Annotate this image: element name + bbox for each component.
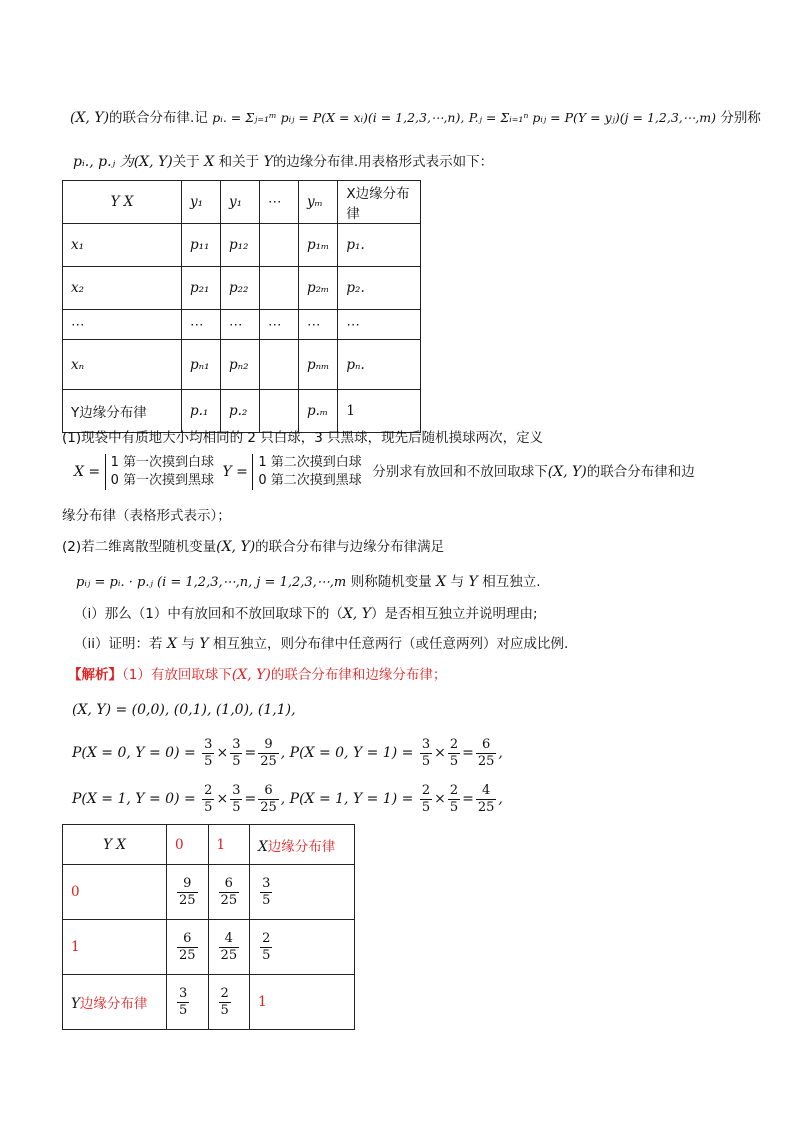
question-text: （i）那么（1）中有放回和不放回取球下的（	[74, 606, 343, 622]
table-cell: ⋯	[299, 310, 338, 340]
joint-distribution-table-with-replacement	[62, 824, 355, 1030]
table-cell: 1	[250, 975, 355, 1030]
table-cell	[260, 267, 299, 310]
table-header-cell: y₁	[221, 181, 260, 224]
denominator: 5	[204, 753, 213, 769]
question-text: 则称随机变量	[350, 574, 432, 590]
solution-text: （1）有放回取球下	[122, 667, 232, 683]
table-cell: 1	[63, 920, 167, 975]
table-cell: x₁	[63, 224, 182, 267]
fraction	[448, 737, 460, 770]
table-header-row	[63, 825, 355, 865]
table-header-cell: X边缘分布律	[338, 181, 421, 224]
table-row	[63, 267, 421, 310]
intro-line-1	[70, 108, 761, 128]
table-row	[63, 390, 421, 433]
joint-distribution-table	[62, 180, 421, 433]
numerator: 2	[449, 736, 459, 752]
equals-sign: =	[244, 745, 257, 761]
numerator: 9	[258, 737, 279, 754]
comma: ,	[498, 745, 503, 761]
table-row	[63, 865, 355, 920]
table-cell: p₂₂	[221, 267, 260, 310]
table-cell: Y边缘分布律	[63, 390, 182, 433]
table-row	[63, 224, 421, 267]
table-cell: x₂	[63, 267, 182, 310]
prob-lhs: P(X = 1, Y = 0) =	[72, 791, 196, 807]
table-cell	[250, 920, 355, 975]
intro-text: 和关于	[218, 154, 260, 170]
question-2-part-i	[74, 604, 538, 624]
pair-xy: X, Y	[342, 606, 371, 622]
table-header-cell	[250, 825, 355, 865]
table-cell: ⋯	[260, 310, 299, 340]
table-cell	[167, 865, 209, 920]
formula-p-row-marginal: pᵢ. = Σⱼ₌₁ᵐ pᵢⱼ = P(X = xᵢ)(i = 1,2,3,⋯,n),	[212, 110, 465, 125]
solution-heading	[68, 665, 446, 685]
var-x: X	[166, 636, 177, 652]
var-x: X	[436, 574, 447, 590]
table-cell: ⋯	[221, 310, 260, 340]
fraction	[219, 931, 240, 964]
intro-text: 的联合分布律.记	[109, 110, 208, 126]
table-header-cell: ⋯	[260, 181, 299, 224]
question-2-line-2	[76, 572, 541, 593]
denominator: 5	[449, 799, 459, 815]
table-row	[63, 310, 421, 340]
times-sign: ×	[434, 791, 446, 807]
fraction	[177, 876, 198, 909]
table-cell: 0	[63, 865, 167, 920]
x-case-1: 1 第一次摸到白球	[110, 455, 215, 470]
table-cell: ⋯	[63, 310, 182, 340]
numerator: 6	[219, 876, 240, 893]
table-cell: p₂.	[338, 267, 421, 310]
table-cell	[208, 920, 250, 975]
table-cell: ⋯	[182, 310, 221, 340]
question-text: 与	[181, 636, 195, 652]
question-1-line-2	[74, 454, 695, 490]
table-cell	[260, 224, 299, 267]
fraction	[258, 737, 279, 770]
fraction	[476, 783, 497, 816]
numerator: 4	[219, 931, 240, 948]
table-cell: p₁ₘ	[299, 224, 338, 267]
numerator: 4	[476, 783, 497, 800]
denominator: 5	[232, 753, 241, 769]
table-header-cell: 1	[208, 825, 250, 865]
denominator: 25	[220, 892, 238, 908]
fraction	[230, 737, 242, 770]
numerator: 3	[232, 782, 241, 798]
solution-values: (X, Y) = (0,0), (0,1), (1,0), (1,1),	[72, 702, 296, 718]
numerator: 3	[262, 875, 271, 891]
x-definition-label: X =	[74, 464, 101, 480]
intro-line-2	[73, 152, 493, 172]
table-cell: xₙ	[63, 340, 182, 390]
table-row	[63, 920, 355, 975]
marginal-symbols: pᵢ., p.ⱼ 为	[73, 154, 134, 170]
pair-xy: (X, Y)	[70, 110, 110, 126]
numerator: 9	[177, 876, 198, 893]
fraction	[202, 783, 214, 816]
numerator: 3	[421, 736, 431, 752]
independence-formula: pᵢⱼ = pᵢ. · p.ⱼ (i = 1,2,3,⋯,n, j = 1,2,3,⋯,m	[76, 575, 347, 590]
marginal-label: 边缘分布律	[79, 996, 148, 1012]
fraction	[219, 986, 231, 1019]
intro-text: 关于	[172, 154, 200, 170]
table-cell: p.ₘ	[299, 390, 338, 433]
denominator: 25	[477, 799, 495, 815]
question-text: 分别求有放回和不放回取球下	[372, 464, 548, 480]
denominator: 5	[204, 799, 213, 815]
table-cell: p₁₂	[221, 224, 260, 267]
x-case-2: 0 第一次摸到黑球	[110, 473, 215, 488]
table-header-row	[63, 181, 421, 224]
pair-xy: (X, Y)	[547, 464, 587, 480]
denominator: 25	[260, 799, 277, 815]
numerator: 6	[258, 783, 279, 800]
fraction	[202, 737, 214, 770]
table-cell: pₙₘ	[299, 340, 338, 390]
times-sign: ×	[434, 745, 446, 761]
var-y: Y	[263, 154, 273, 170]
table-cell: p₁₁	[182, 224, 221, 267]
denominator: 5	[220, 1002, 229, 1018]
prob-lhs: , P(X = 1, Y = 1) =	[280, 791, 414, 807]
question-text: 的联合分布律与边缘分布律满足	[255, 539, 445, 555]
table-cell: p.₂	[221, 390, 260, 433]
fraction	[230, 783, 242, 816]
table-cell	[250, 865, 355, 920]
table-header-cell: y₁	[182, 181, 221, 224]
denominator: 5	[421, 799, 431, 815]
numerator: 3	[204, 736, 213, 752]
table-cell: p₂₁	[182, 267, 221, 310]
table-cell	[63, 975, 167, 1030]
table-cell	[208, 975, 250, 1030]
var-y: Y	[468, 574, 478, 590]
numerator: 6	[476, 737, 497, 754]
equals-sign: =	[462, 791, 474, 807]
denominator: 5	[449, 753, 459, 769]
times-sign: ×	[216, 791, 229, 807]
equals-sign: =	[244, 791, 257, 807]
denominator: 25	[179, 892, 196, 908]
y-definition-cases	[252, 454, 361, 490]
pair-xy: (X, Y)	[216, 539, 256, 555]
fraction	[177, 986, 189, 1019]
denominator: 5	[179, 1002, 188, 1018]
table-cell	[208, 865, 250, 920]
prob-lhs: , P(X = 0, Y = 1) =	[280, 745, 414, 761]
table-row	[63, 340, 421, 390]
formula-p-col-marginal: P.ⱼ = Σᵢ₌₁ⁿ pᵢⱼ = P(Y = yⱼ)(j = 1,2,3,⋯,m)	[468, 110, 716, 125]
var-y: Y	[199, 636, 209, 652]
var-y: Y	[71, 996, 80, 1012]
denominator: 25	[179, 947, 196, 963]
solution-prob-row-2	[72, 780, 503, 818]
question-1-line-3: 缘分布律（表格形式表示）；	[62, 508, 231, 524]
denominator: 5	[232, 799, 241, 815]
table-cell: pₙ₁	[182, 340, 221, 390]
equals-sign: =	[462, 745, 474, 761]
y-case-1: 1 第二次摸到白球	[258, 455, 362, 470]
denominator: 5	[262, 947, 271, 963]
intro-text: 的边缘分布律.用表格形式表示如下：	[272, 154, 494, 170]
pair-xy: (X, Y)	[231, 667, 271, 683]
question-text: 与	[450, 574, 465, 590]
numerator: 3	[179, 985, 188, 1001]
denominator: 25	[220, 947, 238, 963]
fraction	[420, 783, 432, 816]
fraction	[448, 783, 460, 816]
table-header-cell: Y X	[63, 181, 182, 224]
question-text: 相互独立，则分布律中任意两行（或任意两列）对应成比例.	[213, 636, 569, 652]
denominator: 5	[421, 753, 431, 769]
question-text: （ii）证明：若	[74, 636, 163, 652]
table-cell: p₁.	[338, 224, 421, 267]
question-2-line-1	[62, 537, 444, 557]
table-header-cell: yₘ	[299, 181, 338, 224]
table-cell: p₂ₘ	[299, 267, 338, 310]
prob-lhs: P(X = 0, Y = 0) =	[72, 745, 196, 761]
question-2-part-ii	[74, 634, 568, 654]
times-sign: ×	[216, 745, 229, 761]
denominator: 5	[262, 892, 271, 908]
pair-xy: (X, Y)	[133, 154, 173, 170]
solution-prob-row-1	[72, 734, 503, 772]
table-row	[63, 975, 355, 1030]
question-text: 相互独立.	[482, 574, 541, 590]
numerator: 3	[232, 736, 241, 752]
table-cell	[260, 340, 299, 390]
x-definition-cases	[105, 454, 214, 490]
table-cell: 1	[338, 390, 421, 433]
question-1-line-1: (1)现袋中有质地大小均相同的 2 只白球，3 只黑球，现先后随机摸球两次，定义	[62, 430, 544, 446]
table-cell: ⋯	[338, 310, 421, 340]
y-definition-label: Y =	[222, 464, 248, 480]
numerator: 2	[449, 782, 459, 798]
numerator: 2	[220, 985, 229, 1001]
marginal-label: 边缘分布律	[267, 838, 336, 855]
intro-suffix: 分别称	[720, 110, 761, 126]
fraction	[420, 737, 432, 770]
fraction	[476, 737, 497, 770]
table-header-cell: 0	[167, 825, 209, 865]
table-cell	[167, 975, 209, 1030]
numerator: 2	[421, 782, 431, 798]
var-x: X	[258, 838, 268, 855]
fraction	[177, 931, 198, 964]
fraction	[260, 931, 272, 964]
y-case-2: 0 第二次摸到黑球	[258, 473, 362, 488]
question-text: (2)若二维离散型随机变量	[62, 539, 217, 555]
numerator: 2	[204, 782, 213, 798]
table-cell	[260, 390, 299, 433]
table-cell: p.₁	[182, 390, 221, 433]
question-text: 的联合分布律和边	[586, 464, 695, 480]
table-cell	[167, 920, 209, 975]
question-text: ）是否相互独立并说明理由;	[370, 606, 538, 622]
fraction	[260, 876, 272, 909]
table-cell: pₙ₂	[221, 340, 260, 390]
comma: ,	[498, 791, 503, 807]
fraction	[258, 783, 279, 816]
var-x: X	[204, 154, 215, 170]
denominator: 25	[260, 753, 277, 769]
table-cell: pₙ.	[338, 340, 421, 390]
numerator: 6	[177, 931, 198, 948]
solution-tag: 【解析】	[68, 667, 122, 683]
solution-text: 的联合分布律和边缘分布律；	[270, 667, 447, 683]
numerator: 2	[262, 930, 271, 946]
table-header-cell: Y X	[63, 825, 167, 865]
fraction	[219, 876, 240, 909]
denominator: 25	[477, 753, 495, 769]
